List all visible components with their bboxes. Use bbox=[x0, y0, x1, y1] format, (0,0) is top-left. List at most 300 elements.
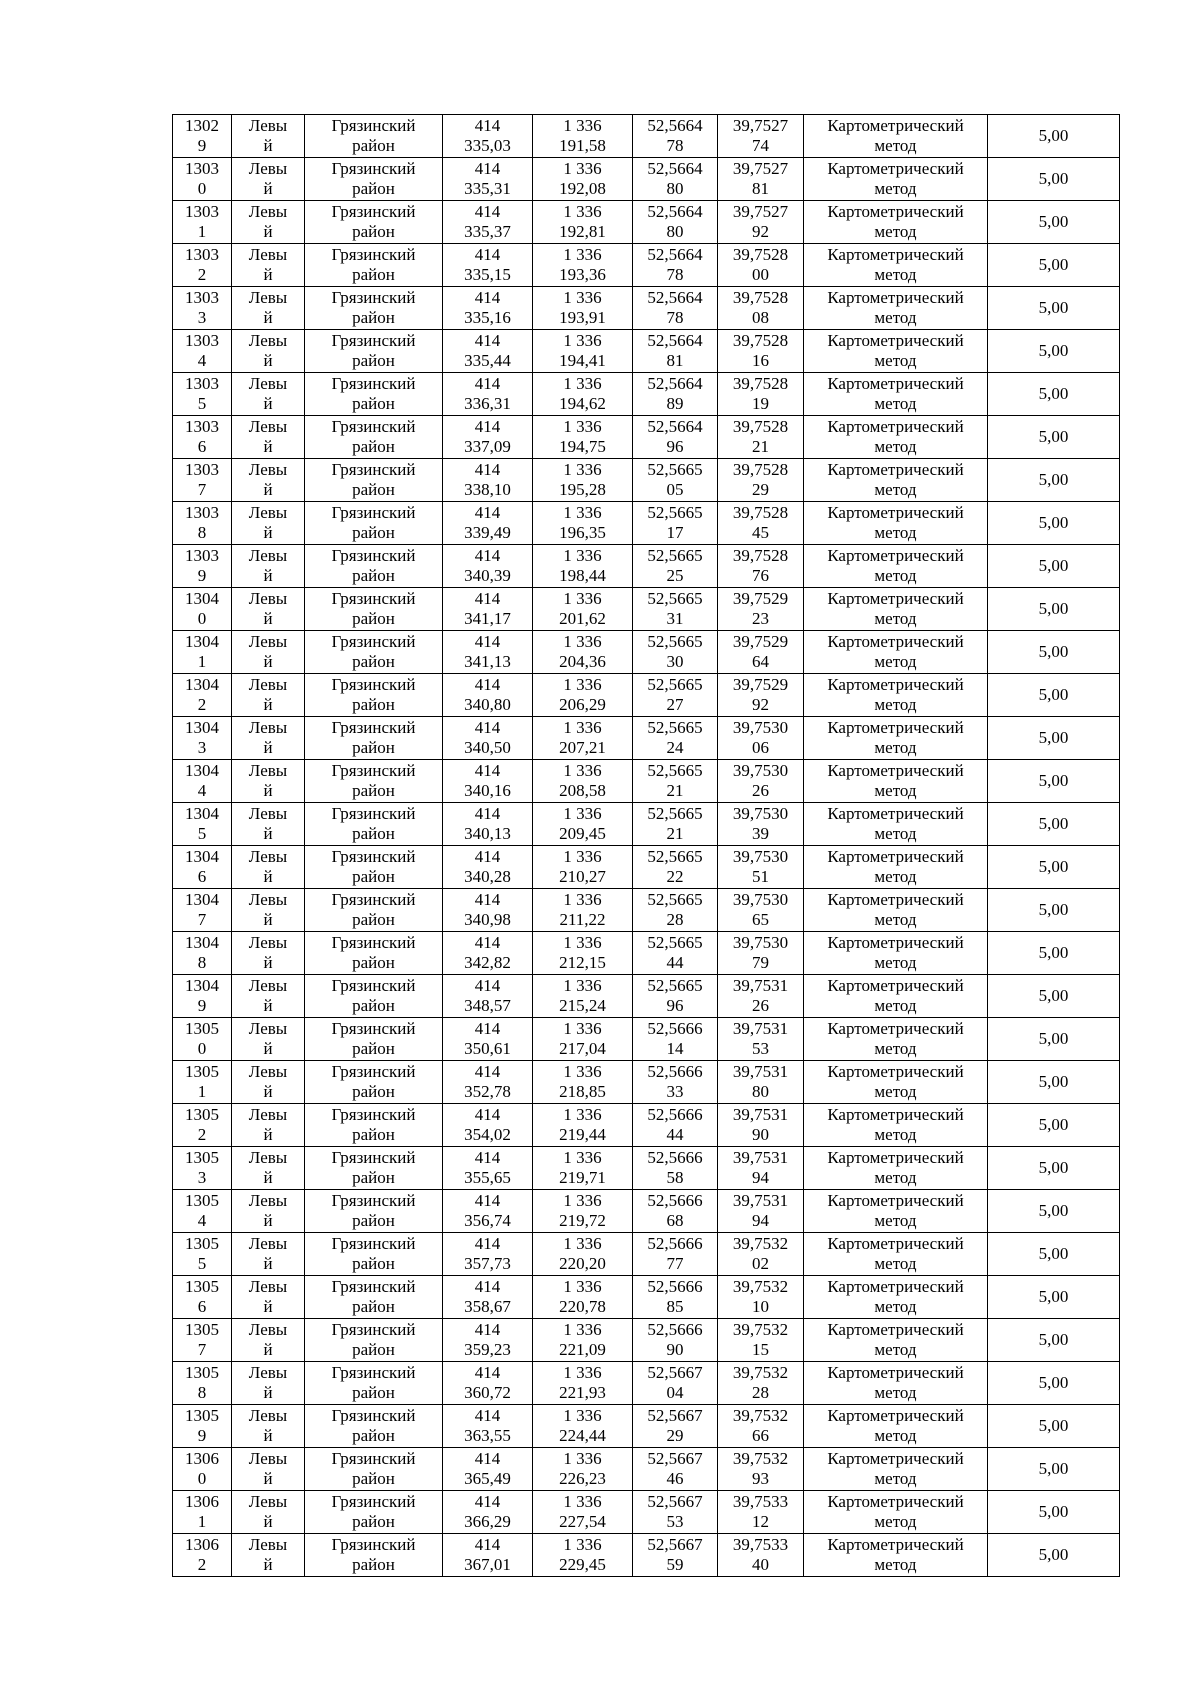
cell-line: район bbox=[352, 1082, 395, 1101]
cell-line: 26 bbox=[752, 781, 769, 800]
cell-line: 52,5665 bbox=[647, 976, 703, 995]
table-row bbox=[173, 1018, 1120, 1061]
cell-line: 39,7531 bbox=[732, 1105, 789, 1124]
cell-method bbox=[804, 287, 988, 330]
cell-line: 1305 bbox=[185, 1363, 219, 1382]
cell-line: 52,5664 bbox=[647, 116, 703, 135]
cell-accuracy: 5,00 bbox=[988, 717, 1120, 760]
cell-line: 1 336 bbox=[563, 417, 602, 436]
cell-line: 9 bbox=[197, 566, 207, 585]
cell-line: Грязинский bbox=[331, 331, 416, 350]
cell-line: метод bbox=[874, 1039, 917, 1058]
cell-line: 414 bbox=[474, 546, 501, 565]
cell-district bbox=[305, 201, 443, 244]
cell-line: 359,23 bbox=[464, 1340, 511, 1359]
cell-line: Картометрический bbox=[827, 417, 964, 436]
cell-line: 1302 bbox=[185, 116, 219, 135]
cell-line: район bbox=[352, 566, 395, 585]
cell-line: метод bbox=[874, 480, 917, 499]
cell-method bbox=[804, 502, 988, 545]
cell-line: Картометрический bbox=[827, 331, 964, 350]
cell-latitude bbox=[633, 1448, 718, 1491]
cell-line: Картометрический bbox=[827, 1320, 964, 1339]
cell-line: 342,82 bbox=[464, 953, 511, 972]
cell-line: 414 bbox=[474, 331, 501, 350]
cell-side bbox=[232, 1104, 305, 1147]
cell-line: Левы bbox=[248, 1363, 288, 1382]
cell-line: район bbox=[352, 437, 395, 456]
cell-longitude bbox=[718, 588, 804, 631]
cell-side bbox=[232, 760, 305, 803]
cell-side bbox=[232, 201, 305, 244]
cell-line: 5 bbox=[197, 824, 207, 843]
cell-method bbox=[804, 459, 988, 502]
cell-x-coordinate bbox=[443, 244, 533, 287]
cell-line: Картометрический bbox=[827, 460, 964, 479]
cell-method bbox=[804, 760, 988, 803]
cell-line: 59 bbox=[666, 1555, 684, 1574]
cell-line: 335,37 bbox=[464, 222, 511, 241]
cell-line: 29 bbox=[752, 480, 769, 499]
cell-latitude bbox=[633, 717, 718, 760]
cell-x-coordinate bbox=[443, 459, 533, 502]
cell-line: 340,39 bbox=[464, 566, 511, 585]
cell-line: Грязинский bbox=[331, 761, 416, 780]
cell-method bbox=[804, 1491, 988, 1534]
cell-line: Картометрический bbox=[827, 1148, 964, 1167]
cell-side bbox=[232, 588, 305, 631]
cell-accuracy: 5,00 bbox=[988, 1147, 1120, 1190]
cell-line: 1 336 bbox=[563, 503, 602, 522]
cell-line: й bbox=[263, 1211, 273, 1230]
table-row bbox=[173, 846, 1120, 889]
cell-line: Картометрический bbox=[827, 1492, 964, 1511]
cell-line: 0 bbox=[197, 1039, 207, 1058]
cell-line: 335,44 bbox=[464, 351, 511, 370]
cell-line: 198,44 bbox=[559, 566, 606, 585]
cell-accuracy: 5,00 bbox=[988, 588, 1120, 631]
cell-side bbox=[232, 373, 305, 416]
cell-line: 224,44 bbox=[559, 1426, 606, 1445]
cell-district bbox=[305, 287, 443, 330]
cell-line: 219,44 bbox=[559, 1125, 606, 1144]
cell-line: 1 336 bbox=[563, 245, 602, 264]
cell-line: 52,5664 bbox=[647, 202, 703, 221]
cell-line: 8 bbox=[197, 1383, 207, 1402]
cell-line: 414 bbox=[474, 202, 501, 221]
cell-line: 39,7529 bbox=[732, 675, 789, 694]
cell-line: 1 336 bbox=[563, 546, 602, 565]
cell-line: Грязинский bbox=[331, 503, 416, 522]
table-row bbox=[173, 1104, 1120, 1147]
cell-x-coordinate bbox=[443, 545, 533, 588]
cell-line: 21 bbox=[666, 781, 684, 800]
cell-line: район bbox=[352, 867, 395, 886]
cell-longitude bbox=[718, 115, 804, 158]
cell-line: 5 bbox=[197, 394, 207, 413]
cell-district bbox=[305, 416, 443, 459]
cell-method bbox=[804, 975, 988, 1018]
cell-line: район bbox=[352, 1383, 395, 1402]
cell-line: 339,49 bbox=[464, 523, 511, 542]
cell-method bbox=[804, 545, 988, 588]
cell-line: 414 bbox=[474, 1277, 501, 1296]
cell-line: 414 bbox=[474, 1406, 501, 1425]
cell-accuracy: 5,00 bbox=[988, 1534, 1120, 1577]
cell-line: 1 336 bbox=[563, 1363, 602, 1382]
cell-side bbox=[232, 1491, 305, 1534]
cell-side bbox=[232, 932, 305, 975]
cell-x-coordinate bbox=[443, 1190, 533, 1233]
cell-line: й bbox=[263, 1469, 273, 1488]
cell-district bbox=[305, 1104, 443, 1147]
cell-longitude bbox=[718, 1491, 804, 1534]
cell-line: 53 bbox=[666, 1512, 684, 1531]
cell-line: 39,7528 bbox=[732, 546, 789, 565]
cell-line: Грязинский bbox=[331, 675, 416, 694]
cell-line: й bbox=[263, 1426, 273, 1445]
cell-line: й bbox=[263, 1039, 273, 1058]
cell-y-coordinate bbox=[533, 1319, 633, 1362]
cell-district bbox=[305, 1147, 443, 1190]
cell-point-number bbox=[173, 502, 232, 545]
cell-line: Грязинский bbox=[331, 589, 416, 608]
cell-line: Картометрический bbox=[827, 116, 964, 135]
table-row bbox=[173, 1319, 1120, 1362]
cell-line: 1 bbox=[197, 652, 207, 671]
cell-longitude bbox=[718, 803, 804, 846]
cell-line: Левы bbox=[248, 589, 288, 608]
cell-point-number bbox=[173, 330, 232, 373]
cell-district bbox=[305, 1491, 443, 1534]
cell-line: район bbox=[352, 1426, 395, 1445]
cell-line: 193,36 bbox=[559, 265, 606, 284]
cell-line: 26 bbox=[752, 996, 769, 1015]
cell-line: 1 336 bbox=[563, 890, 602, 909]
cell-line: Левы bbox=[248, 245, 288, 264]
cell-line: метод bbox=[874, 867, 917, 886]
cell-line: 22 bbox=[666, 867, 684, 886]
cell-y-coordinate bbox=[533, 416, 633, 459]
cell-line: й bbox=[263, 1340, 273, 1359]
cell-line: 31 bbox=[666, 609, 684, 628]
cell-y-coordinate bbox=[533, 803, 633, 846]
cell-latitude bbox=[633, 201, 718, 244]
cell-line: Левы bbox=[248, 1019, 288, 1038]
cell-x-coordinate bbox=[443, 588, 533, 631]
cell-line: 1303 bbox=[185, 417, 219, 436]
cell-latitude bbox=[633, 1147, 718, 1190]
table-row bbox=[173, 1405, 1120, 1448]
cell-line: Грязинский bbox=[331, 460, 416, 479]
cell-side bbox=[232, 803, 305, 846]
cell-line: 357,73 bbox=[464, 1254, 511, 1273]
cell-line: Левы bbox=[248, 1062, 288, 1081]
cell-latitude bbox=[633, 1491, 718, 1534]
cell-line: 1 336 bbox=[563, 1105, 602, 1124]
cell-line: 1303 bbox=[185, 245, 219, 264]
cell-line: 19 bbox=[752, 394, 769, 413]
cell-line: 9 bbox=[197, 1426, 207, 1445]
cell-line: Картометрический bbox=[827, 245, 964, 264]
cell-line: 1 336 bbox=[563, 331, 602, 350]
cell-y-coordinate bbox=[533, 588, 633, 631]
cell-y-coordinate bbox=[533, 201, 633, 244]
cell-line: 94 bbox=[752, 1168, 769, 1187]
cell-line: метод bbox=[874, 824, 917, 843]
table-row bbox=[173, 1362, 1120, 1405]
cell-line: 02 bbox=[752, 1254, 769, 1273]
cell-x-coordinate bbox=[443, 1362, 533, 1405]
cell-line: Грязинский bbox=[331, 976, 416, 995]
cell-side bbox=[232, 1276, 305, 1319]
cell-x-coordinate bbox=[443, 889, 533, 932]
cell-accuracy: 5,00 bbox=[988, 1276, 1120, 1319]
cell-line: район bbox=[352, 480, 395, 499]
cell-x-coordinate bbox=[443, 1018, 533, 1061]
cell-line: Грязинский bbox=[331, 374, 416, 393]
cell-line: 414 bbox=[474, 1019, 501, 1038]
cell-line: метод bbox=[874, 351, 917, 370]
cell-line: 8 bbox=[197, 953, 207, 972]
cell-line: 217,04 bbox=[559, 1039, 606, 1058]
cell-method bbox=[804, 674, 988, 717]
cell-method bbox=[804, 631, 988, 674]
cell-line: 1304 bbox=[185, 718, 219, 737]
cell-line: й bbox=[263, 652, 273, 671]
cell-line: 52,5664 bbox=[647, 245, 703, 264]
cell-line: 52,5666 bbox=[647, 1320, 703, 1339]
cell-line: 2 bbox=[197, 1555, 207, 1574]
cell-line: Левы bbox=[248, 1406, 288, 1425]
cell-line: Грязинский bbox=[331, 1535, 416, 1554]
cell-line: 1303 bbox=[185, 460, 219, 479]
cell-line: Грязинский bbox=[331, 1019, 416, 1038]
cell-line: Грязинский bbox=[331, 546, 416, 565]
cell-latitude bbox=[633, 373, 718, 416]
cell-line: 16 bbox=[752, 351, 769, 370]
cell-latitude bbox=[633, 459, 718, 502]
cell-point-number bbox=[173, 975, 232, 1018]
cell-line: 66 bbox=[752, 1426, 769, 1445]
cell-line: 39,7532 bbox=[732, 1277, 789, 1296]
cell-method bbox=[804, 717, 988, 760]
cell-line: 1 336 bbox=[563, 1449, 602, 1468]
cell-y-coordinate bbox=[533, 158, 633, 201]
cell-line: Грязинский bbox=[331, 1363, 416, 1382]
cell-x-coordinate bbox=[443, 846, 533, 889]
cell-x-coordinate bbox=[443, 1319, 533, 1362]
cell-line: 414 bbox=[474, 1363, 501, 1382]
cell-line: 39,7527 bbox=[732, 116, 789, 135]
cell-accuracy: 5,00 bbox=[988, 201, 1120, 244]
cell-line: 1305 bbox=[185, 1148, 219, 1167]
cell-y-coordinate bbox=[533, 631, 633, 674]
cell-longitude bbox=[718, 1233, 804, 1276]
cell-y-coordinate bbox=[533, 1405, 633, 1448]
cell-line: метод bbox=[874, 1340, 917, 1359]
cell-latitude bbox=[633, 674, 718, 717]
cell-line: 414 bbox=[474, 933, 501, 952]
cell-line: 335,03 bbox=[464, 136, 511, 155]
cell-latitude bbox=[633, 932, 718, 975]
cell-line: 1 336 bbox=[563, 589, 602, 608]
cell-line: 39,7528 bbox=[732, 331, 789, 350]
cell-side bbox=[232, 1147, 305, 1190]
cell-line: 212,15 bbox=[559, 953, 606, 972]
cell-line: 221,93 bbox=[559, 1383, 606, 1402]
cell-line: й bbox=[263, 609, 273, 628]
cell-x-coordinate bbox=[443, 287, 533, 330]
cell-line: 414 bbox=[474, 460, 501, 479]
cell-district bbox=[305, 158, 443, 201]
cell-accuracy: 5,00 bbox=[988, 1319, 1120, 1362]
cell-line: Грязинский bbox=[331, 1449, 416, 1468]
cell-line: 206,29 bbox=[559, 695, 606, 714]
cell-y-coordinate bbox=[533, 717, 633, 760]
cell-district bbox=[305, 588, 443, 631]
cell-line: 52,5664 bbox=[647, 417, 703, 436]
cell-line: метод bbox=[874, 1211, 917, 1230]
cell-line: метод bbox=[874, 953, 917, 972]
cell-accuracy: 5,00 bbox=[988, 158, 1120, 201]
cell-line: район bbox=[352, 609, 395, 628]
cell-latitude bbox=[633, 760, 718, 803]
cell-line: 10 bbox=[752, 1297, 769, 1316]
cell-longitude bbox=[718, 1534, 804, 1577]
cell-line: 23 bbox=[752, 609, 769, 628]
cell-line: Левы bbox=[248, 933, 288, 952]
cell-line: 221,09 bbox=[559, 1340, 606, 1359]
cell-method bbox=[804, 1233, 988, 1276]
cell-method bbox=[804, 373, 988, 416]
cell-longitude bbox=[718, 244, 804, 287]
cell-side bbox=[232, 1190, 305, 1233]
cell-line: 12 bbox=[752, 1512, 769, 1531]
cell-line: Картометрический bbox=[827, 804, 964, 823]
cell-line: 220,20 bbox=[559, 1254, 606, 1273]
cell-line: метод bbox=[874, 1555, 917, 1574]
cell-longitude bbox=[718, 1362, 804, 1405]
cell-line: й bbox=[263, 222, 273, 241]
cell-line: й bbox=[263, 394, 273, 413]
cell-point-number bbox=[173, 459, 232, 502]
cell-longitude bbox=[718, 1104, 804, 1147]
cell-line: район bbox=[352, 1254, 395, 1273]
cell-line: 367,01 bbox=[464, 1555, 511, 1574]
cell-line: 0 bbox=[197, 609, 207, 628]
cell-side bbox=[232, 1448, 305, 1491]
cell-line: район bbox=[352, 781, 395, 800]
cell-line: Грязинский bbox=[331, 202, 416, 221]
cell-line: район bbox=[352, 394, 395, 413]
cell-district bbox=[305, 975, 443, 1018]
cell-accuracy: 5,00 bbox=[988, 1104, 1120, 1147]
cell-line: 64 bbox=[752, 652, 769, 671]
cell-line: метод bbox=[874, 566, 917, 585]
cell-line: 00 bbox=[752, 265, 769, 284]
cell-accuracy: 5,00 bbox=[988, 459, 1120, 502]
cell-latitude bbox=[633, 1104, 718, 1147]
cell-line: 76 bbox=[752, 566, 769, 585]
cell-line: й bbox=[263, 179, 273, 198]
cell-line: Картометрический bbox=[827, 1234, 964, 1253]
cell-method bbox=[804, 889, 988, 932]
cell-line: 340,80 bbox=[464, 695, 511, 714]
table-row bbox=[173, 459, 1120, 502]
cell-latitude bbox=[633, 158, 718, 201]
cell-side bbox=[232, 1018, 305, 1061]
cell-line: 4 bbox=[197, 351, 207, 370]
cell-line: 1 336 bbox=[563, 288, 602, 307]
table-row bbox=[173, 588, 1120, 631]
cell-latitude bbox=[633, 1018, 718, 1061]
cell-line: 229,45 bbox=[559, 1555, 606, 1574]
cell-line: метод bbox=[874, 523, 917, 542]
cell-line: 90 bbox=[666, 1340, 684, 1359]
table-row bbox=[173, 373, 1120, 416]
cell-line: 1304 bbox=[185, 761, 219, 780]
cell-line: 414 bbox=[474, 1148, 501, 1167]
cell-latitude bbox=[633, 502, 718, 545]
cell-line: район bbox=[352, 222, 395, 241]
cell-line: 366,29 bbox=[464, 1512, 511, 1531]
cell-accuracy: 5,00 bbox=[988, 975, 1120, 1018]
cell-line: 40 bbox=[752, 1555, 769, 1574]
cell-side bbox=[232, 502, 305, 545]
cell-line: 414 bbox=[474, 847, 501, 866]
cell-longitude bbox=[718, 1018, 804, 1061]
cell-line: 192,81 bbox=[559, 222, 606, 241]
cell-line: 1 336 bbox=[563, 1019, 602, 1038]
cell-line: метод bbox=[874, 1125, 917, 1144]
cell-line: 1 336 bbox=[563, 1062, 602, 1081]
cell-line: район bbox=[352, 136, 395, 155]
cell-x-coordinate bbox=[443, 1448, 533, 1491]
cell-line: 44 bbox=[666, 1125, 684, 1144]
cell-longitude bbox=[718, 201, 804, 244]
cell-point-number bbox=[173, 115, 232, 158]
cell-line: 52,5664 bbox=[647, 374, 703, 393]
cell-line: 1304 bbox=[185, 933, 219, 952]
cell-y-coordinate bbox=[533, 674, 633, 717]
cell-accuracy: 5,00 bbox=[988, 1448, 1120, 1491]
cell-line: район bbox=[352, 953, 395, 972]
cell-line: 24 bbox=[666, 738, 684, 757]
cell-latitude bbox=[633, 631, 718, 674]
cell-line: метод bbox=[874, 265, 917, 284]
cell-district bbox=[305, 1190, 443, 1233]
cell-line: 1306 bbox=[185, 1492, 219, 1511]
cell-district bbox=[305, 502, 443, 545]
cell-line: Картометрический bbox=[827, 1277, 964, 1296]
cell-line: 93 bbox=[752, 1469, 769, 1488]
cell-line: Грязинский bbox=[331, 890, 416, 909]
cell-line: 52,5665 bbox=[647, 761, 703, 780]
cell-line: 1304 bbox=[185, 589, 219, 608]
cell-line: 8 bbox=[197, 523, 207, 542]
cell-line: район bbox=[352, 695, 395, 714]
cell-line: 52,5665 bbox=[647, 589, 703, 608]
cell-longitude bbox=[718, 1405, 804, 1448]
cell-line: 1304 bbox=[185, 847, 219, 866]
cell-line: Грязинский bbox=[331, 159, 416, 178]
cell-method bbox=[804, 330, 988, 373]
cell-y-coordinate bbox=[533, 545, 633, 588]
cell-line: 52,5665 bbox=[647, 804, 703, 823]
cell-line: 201,62 bbox=[559, 609, 606, 628]
cell-line: 1304 bbox=[185, 804, 219, 823]
